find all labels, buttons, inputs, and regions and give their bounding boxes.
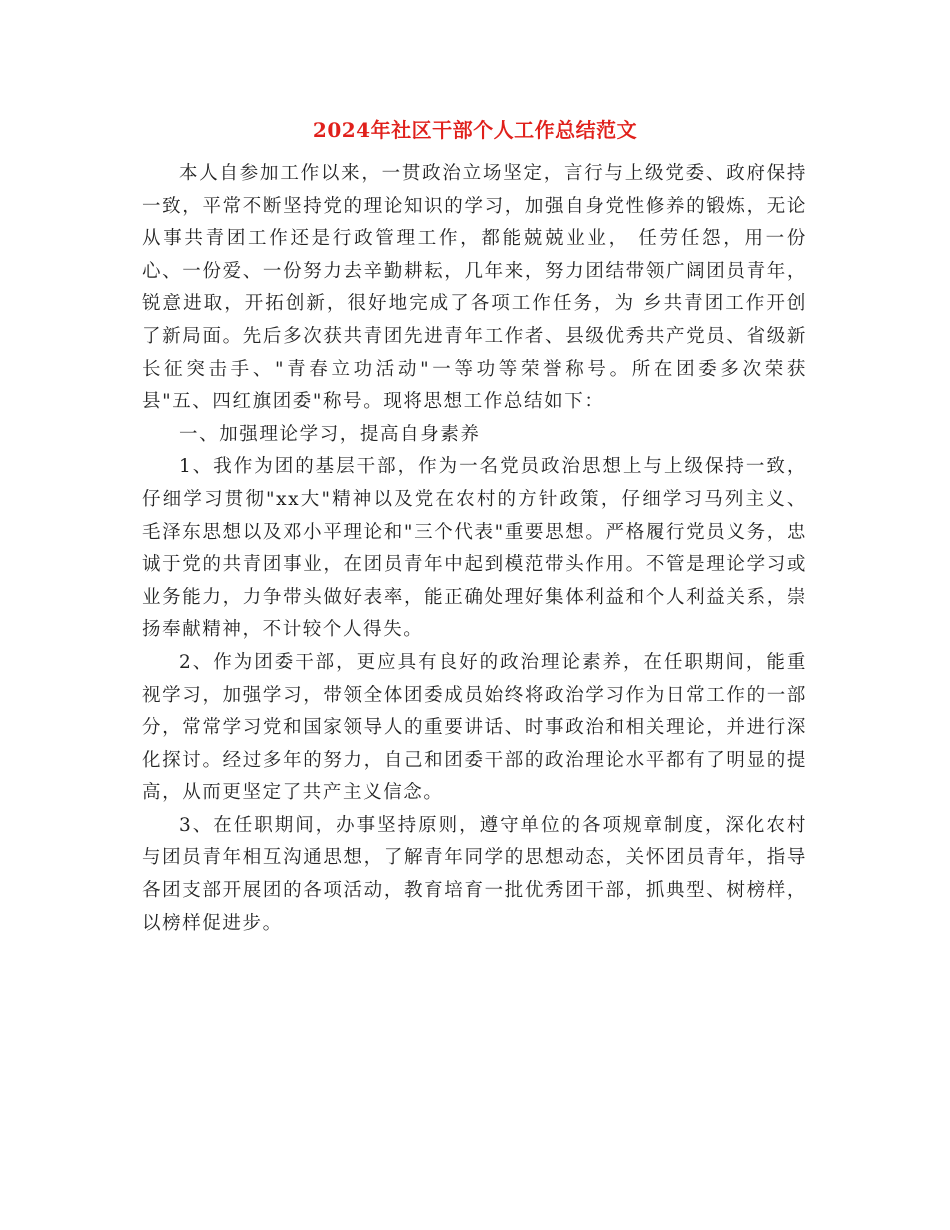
document-title: 2024年社区干部个人工作总结范文 [312, 118, 638, 142]
document-body [142, 158, 807, 940]
body-paragraph: 2、作为团委干部，更应具有良好的政治理论素养，在任职期间，能重视学习，加强学习，带领全体团委成员始终将政治学习作为日常工作的一部分，常常学习党和国家领导人的重要讲话、时事政治和相关理论，并进行深化探讨。经过多年的努力，自己和团委干部的政治理论水平都有了明显的提高，从而更坚定了共产主义信念。 [142, 651, 807, 804]
body-paragraph: 3、在任职期间，办事坚持原则，遵守单位的各项规章制度，深化农村与团员青年相互沟通思想，了解青年同学的思想动态，关怀团员青年，指导各团支部开展团的各项活动，教育培育一批优秀团干部，抓典型、树榜样，以榜样促进步。 [142, 814, 807, 934]
section-heading: 一、加强理论学习，提高自身素养 [179, 423, 481, 445]
intro-paragraph: 本人自参加工作以来，一贯政治立场坚定，言行与上级党委、政府保持一致，平常不断坚持党的理论知识的学习，加强自身党性修养的锻炼，无论从事共青团工作还是行政管理工作，都能兢兢业业， 任劳任怨，用一份心、一份爱、一份努力去辛勤耕耘，几年来，努力团结带领广阔团员青年，锐意进取，开拓创新，很好地完成了各项工作任务，为 乡共青团工作开创了新局面。先后多次获共青团先进青年工作者、县级优秀共产党员、省级新长征突击手、"青春立功活动"一等功等荣誉称号。所在团委多次荣获 县"五、四红旗团委"称号。现将思想工作总结如下： [142, 163, 807, 413]
body-paragraph: 1、我作为团的基层干部，作为一名党员政治思想上与上级保持一致，仔细学习贯彻"xx大"精神以及党在农村的方针政策，仔细学习马列主义、毛泽东思想以及邓小平理论和"三个代表"重要思想。严格履行党员义务，忠诚于党的共青团事业，在团员青年中起到模范带头作用。不管是理论学习或业务能力，力争带头做好表率，能正确处理好集体利益和个人利益关系，崇扬奉献精神，不计较个人得失。 [142, 456, 807, 641]
